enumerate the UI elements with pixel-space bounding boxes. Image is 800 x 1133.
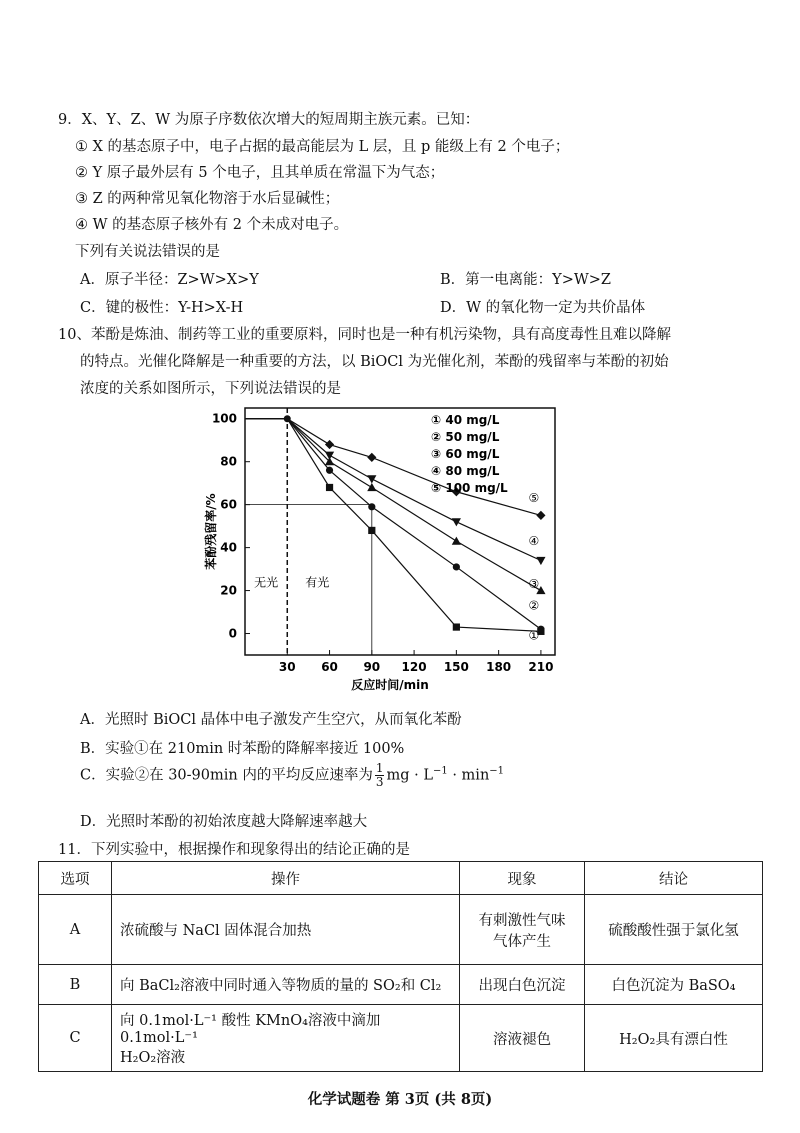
q9-stem: 9．X、Y、Z、W 为原子序数依次增大的短周期主族元素。已知： [58,112,480,128]
row-c-operation-line-2: H₂O₂溶液 [120,1050,186,1066]
data-point-series-2 [326,467,333,474]
row-a-conclusion: 硫酸酸性强于氯化氢 [585,895,763,965]
q10-option-b: B．实验①在 210min 时苯酚的降解率接近 100% [80,741,405,757]
q9-option-a: A．原子半径：Z>W>X>Y [80,272,259,288]
x-axis-label: 反应时间/min [351,678,429,692]
y-tick-label: 80 [220,454,237,469]
x-tick-label: 120 [401,660,427,674]
q10-option-c-exp-1: −1 [432,765,448,777]
q11-experiment-table [38,861,763,1072]
y-tick-label: 100 [211,411,237,426]
q11-stem: 11．下列实验中，根据操作和现象得出的结论正确的是 [58,842,410,858]
q9-condition-2: ② Y 原子最外层有 5 个电子，且其单质在常温下为气态； [75,165,445,181]
row-a-phenomenon [460,895,585,965]
q10-stem-line-3: 浓度的关系如图所示，下列说法错误的是 [80,381,341,397]
y-tick-label: 20 [220,583,237,598]
x-tick-label: 90 [363,660,381,674]
data-point-series-4 [452,518,461,526]
data-point-series-1 [326,484,333,491]
data-point-series-2 [368,503,375,510]
row-b-operation: 向 BaCl₂溶液中同时通入等物质的量的 SO₂和 Cl₂ [112,965,460,1005]
table-row [39,1005,763,1072]
data-point-series-4 [367,475,376,483]
q9-option-b: B．第一电离能：Y>W>Z [440,272,612,288]
row-c-operation-line-1: 向 0.1mol·L⁻¹ 酸性 KMnO₄溶液中滴加 0.1mol·L⁻¹ [120,1013,381,1046]
q10-option-d: D．光照时苯酚的初始浓度越大降解速率越大 [80,814,368,830]
q9-condition-3: ③ Z 的两种常见氧化物溶于水后显碱性； [75,191,340,207]
y-tick-label: 0 [228,626,237,641]
data-point-series-1 [453,623,460,630]
header-conclusion: 结论 [585,862,763,895]
curve-label: ④ [528,534,540,549]
header-operation: 操作 [112,862,460,895]
data-point-series-2 [453,563,460,570]
row-b-option: B [39,965,112,1005]
q9-option-c: C．键的极性：Y-H>X-H [80,300,244,316]
y-axis-label: 苯酚残留率/% [204,493,218,570]
table-row [39,965,763,1005]
region-label-dark: 无光 [254,575,279,590]
header-option: 选项 [39,862,112,895]
table-header-row [39,862,763,895]
curve-label: ② [528,598,540,613]
fraction-denominator: 3 [375,775,384,789]
phenol-degradation-chart [185,400,565,700]
row-c-phenomenon: 溶液褪色 [460,1005,585,1072]
chart-svg [185,400,565,700]
q10-option-c-unit-1: mg · L [386,767,433,784]
curve-label: ① [528,628,540,643]
curve-label: ③ [528,577,540,592]
row-c-conclusion: H₂O₂具有漂白性 [585,1005,763,1072]
q10-option-c-prefix: C．实验②在 30-90min 内的平均反应速率为 [80,767,373,784]
row-a-phenomenon-line-1: 有刺激性气味 [478,912,566,929]
q10-option-a: A．光照时 BiOCl 晶体中电子激发产生空穴，从而氧化苯酚 [80,712,462,728]
region-label-light: 有光 [305,575,330,590]
row-a-option: A [39,895,112,965]
legend-entry: ① 40 mg/L [431,413,500,427]
q10-option-c-exp-2: −1 [489,765,505,777]
legend-entry: ④ 80 mg/L [431,464,500,478]
x-tick-label: 60 [321,660,338,674]
row-c-operation [112,1005,460,1072]
data-point-series-5 [536,511,545,520]
row-a-phenomenon-line-2: 气体产生 [493,933,551,950]
q9-prompt: 下列有关说法错误的是 [75,244,220,260]
q9-option-d: D．W 的氧化物一定为共价晶体 [440,300,646,316]
q10-option-c-fraction [375,762,385,789]
x-tick-label: 150 [443,660,469,674]
data-point-start [284,415,291,422]
q10-stem-line-2: 的特点。光催化降解是一种重要的方法，以 BiOCl 为光催化剂，苯酚的残留率与苯酚的初始 [80,354,669,370]
header-phenomenon: 现象 [460,862,585,895]
page-footer: 化学试题卷 第 3页 (共 8页) [307,1091,493,1108]
curve-label: ⑤ [528,491,540,506]
row-b-phenomenon: 出现白色沉淀 [460,965,585,1005]
x-tick-label: 180 [486,660,512,674]
data-point-series-5 [325,440,334,449]
table-row [39,895,763,965]
q9-condition-4: ④ W 的基态原子核外有 2 个未成对电子。 [75,217,349,233]
data-point-series-5 [367,453,376,462]
data-point-series-3 [367,483,376,491]
legend-entry: ⑤ 100 mg/L [431,481,508,495]
q9-condition-1: ① X 的基态原子中，电子占据的最高能层为 L 层，且 p 能级上有 2 个电子； [75,139,570,155]
legend-entry: ② 50 mg/L [431,430,500,444]
y-tick-label: 60 [220,497,237,512]
legend-entry: ③ 60 mg/L [431,447,500,461]
y-tick-label: 40 [220,540,237,555]
q10-option-c [80,762,504,789]
data-point-series-1 [368,527,375,534]
plot-frame [245,408,555,655]
x-tick-label: 30 [278,660,296,674]
fraction-numerator: 1 [375,761,384,775]
q10-option-c-unit-2: · min [447,767,490,784]
data-point-series-4 [536,557,545,565]
row-c-option: C [39,1005,112,1072]
data-point-series-3 [452,537,461,545]
x-tick-label: 210 [528,660,554,674]
q10-stem-line-1: 10、苯酚是炼油、制药等工业的重要原料，同时也是一种有机污染物，具有高度毒性且难以降解 [58,327,671,343]
row-a-operation: 浓硫酸与 NaCl 固体混合加热 [112,895,460,965]
row-b-conclusion: 白色沉淀为 BaSO₄ [585,965,763,1005]
